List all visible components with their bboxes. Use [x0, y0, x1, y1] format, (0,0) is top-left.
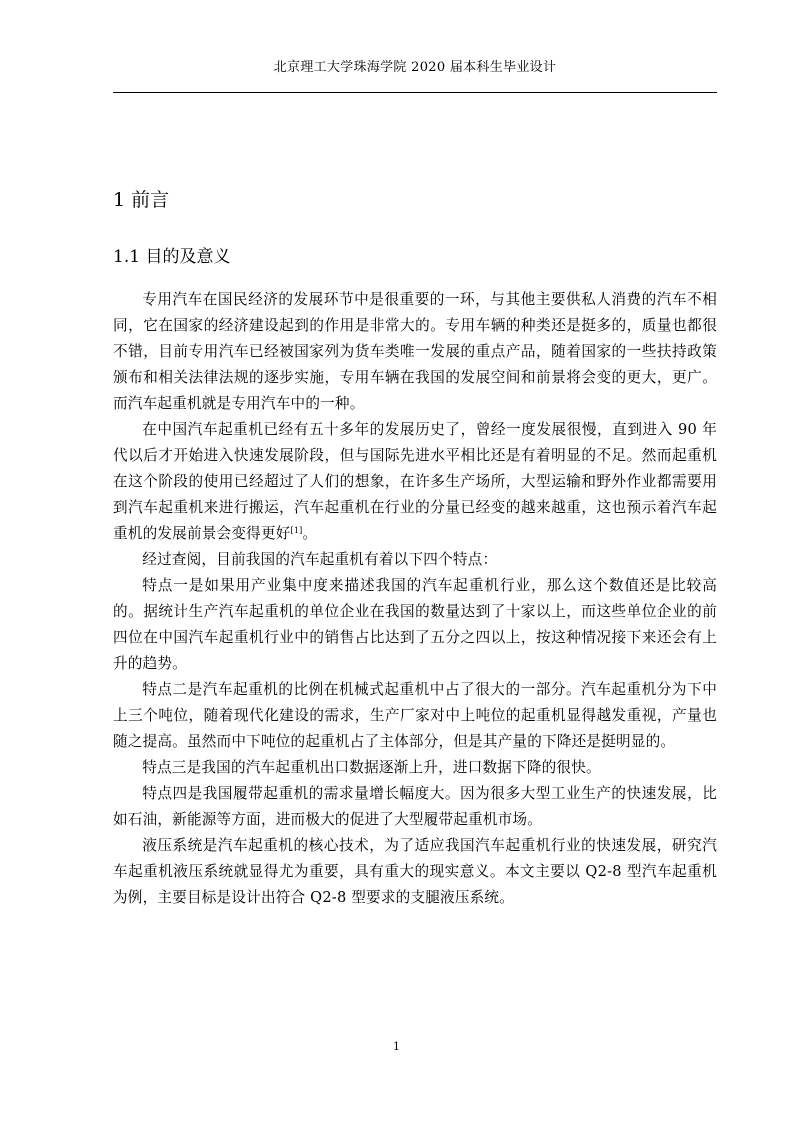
- paragraph-text: 在中国汽车起重机已经有五十多年的发展历史了，曾经一度发展很慢，直到进入 90 年代以后才开始进入快速发展阶段，但与国际先进水平相比还是有着明显的不足。然而起重机在这个阶段的使用已经超过了人们的想象，在许多生产场所，大型运输和野外作业都需要用到汽车起重机来进行搬运，汽车起重机在行业的分量已经变的越来越重，这也预示着汽车起重机的发展前景会变得更好: [113, 421, 717, 542]
- header-text: 北京理工大学珠海学院 2020 届本科生毕业设计: [273, 60, 557, 75]
- paragraph: [113, 417, 717, 547]
- page-header: [113, 56, 717, 93]
- paragraph-text: 专用汽车在国民经济的发展环节中是很重要的一环，与其他主要供私人消费的汽车不相同，它在国家的经济建设起到的作用是非常大的。专用车辆的种类还是挺多的，质量也都很不错，目前专用汽车已经被国家列为货车类唯一发展的重点产品，随着国家的一些扶持政策颁布和相关法律法规的逐步实施，专用车辆在我国的发展空间和前景将会变的更大，更广。而汽车起重机就是专用汽车中的一种。: [113, 291, 717, 412]
- paragraph-text: 经过查阅，目前我国的汽车起重机有着以下四个特点：: [142, 551, 498, 568]
- paragraph: [113, 287, 717, 417]
- paragraph: [113, 547, 717, 573]
- citation-ref: [1]: [290, 526, 303, 535]
- paragraph-text: 特点四是我国履带起重机的需求量增长幅度大。因为很多大型工业生产的快速发展，比如石油，新能源等方面，进而极大的促进了大型履带起重机市场。: [113, 785, 717, 828]
- section-title: 1.1 目的及意义: [113, 247, 231, 267]
- paragraph: [113, 755, 717, 781]
- paragraph-text: 特点二是汽车起重机的比例在机械式起重机中占了很大的一部分。汽车起重机分为下中上三个吨位，随着现代化建设的需求，生产厂家对中上吨位的起重机显得越发重视，产量也随之提高。虽然而中下吨位的起重机占了主体部分，但是其产量的下降还是挺明显的。: [113, 681, 717, 750]
- paragraph: [113, 573, 717, 677]
- body-text: [113, 287, 717, 911]
- paragraph-tail: 。: [302, 525, 318, 542]
- chapter-title: 1 前言: [113, 189, 170, 211]
- paragraph: [113, 677, 717, 755]
- paragraph: [113, 833, 717, 911]
- paragraph: [113, 781, 717, 833]
- paragraph-text: 特点一是如果用产业集中度来描述我国的汽车起重机行业，那么这个数值还是比较高的。据统计生产汽车起重机的单位企业在我国的数量达到了十家以上，而这些单位企业的前四位在中国汽车起重机行业中的销售占比达到了五分之四以上，按这种情况接下来还会有上升的趋势。: [113, 577, 717, 672]
- page-number: 1: [393, 1040, 400, 1053]
- paragraph-text: 特点三是我国的汽车起重机出口数据逐渐上升，进口数据下降的很快。: [142, 759, 601, 776]
- paragraph-text: 液压系统是汽车起重机的核心技术，为了适应我国汽车起重机行业的快速发展，研究汽车起重机液压系统就显得尤为重要，具有重大的现实意义。本文主要以 Q2-8 型汽车起重机为例，主要目标是设计出符合 Q2-8 型要求的支腿液压系统。: [113, 837, 717, 906]
